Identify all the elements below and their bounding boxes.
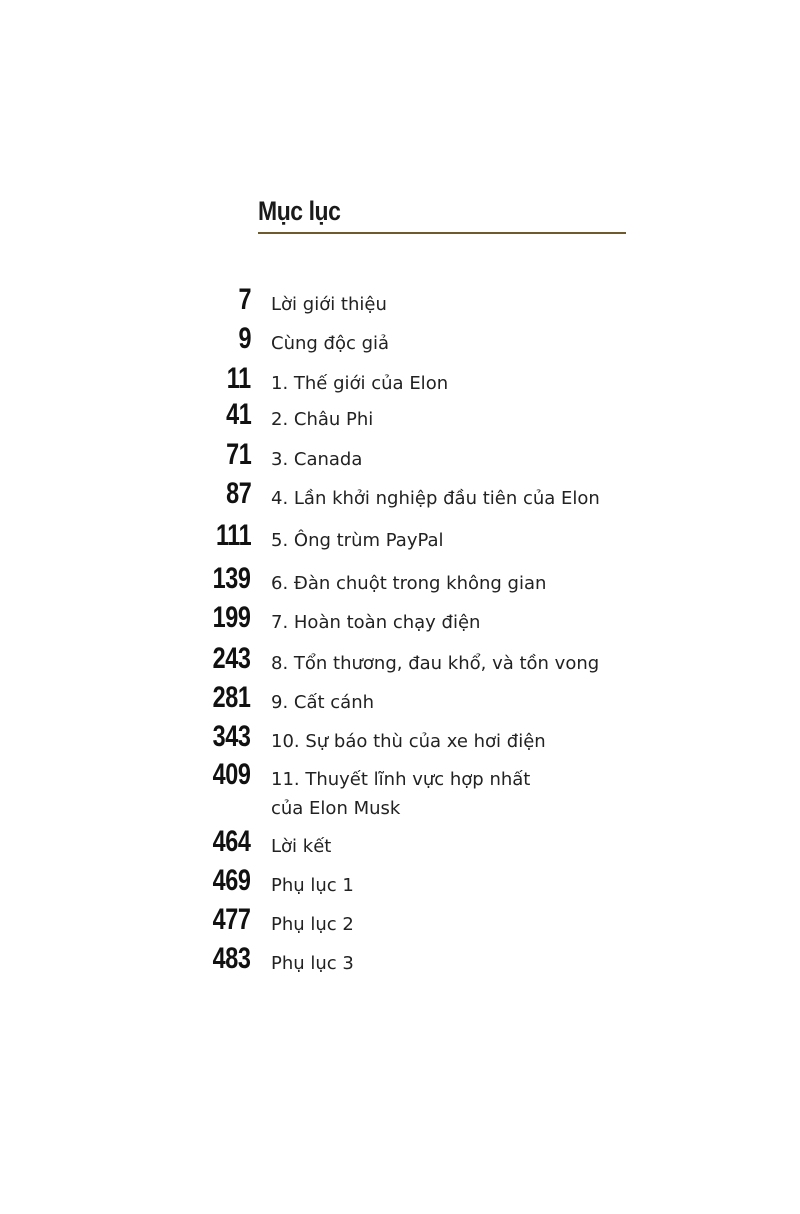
toc-entry xyxy=(0,603,800,633)
toc-entry xyxy=(0,644,800,674)
chapter-title: 10. Sự báo thù của xe hơi điện xyxy=(271,731,546,752)
chapter-title-line: 11. Thuyết lĩnh vực hợp nhất xyxy=(271,769,531,790)
page-number: 343 xyxy=(213,720,251,753)
toc-entry xyxy=(0,683,800,713)
page-number: 9 xyxy=(238,322,251,355)
chapter-title: Lời kết xyxy=(271,836,332,857)
toc-entry xyxy=(0,564,800,594)
chapter-title: 1. Thế giới của Elon xyxy=(271,373,449,394)
page-number: 469 xyxy=(213,864,251,897)
page-number: 483 xyxy=(213,942,251,975)
toc-entry xyxy=(0,400,800,430)
page-number: 139 xyxy=(213,562,251,595)
chapter-title: Lời giới thiệu xyxy=(271,294,387,315)
page-number: 281 xyxy=(213,681,251,714)
chapter-title: Phụ lục 2 xyxy=(271,914,354,935)
page-number: 199 xyxy=(213,601,251,634)
toc-entry xyxy=(0,521,800,551)
chapter-title: Phụ lục 3 xyxy=(271,953,354,974)
heading-underline xyxy=(258,232,626,234)
chapter-title: 3. Canada xyxy=(271,449,363,470)
toc-entry xyxy=(0,944,800,974)
page-number: 243 xyxy=(213,642,251,675)
chapter-title: Cùng độc giả xyxy=(271,333,390,354)
chapter-title: 5. Ông trùm PayPal xyxy=(271,530,444,551)
toc-entry xyxy=(0,479,800,509)
page-number: 41 xyxy=(225,398,251,431)
toc-entry xyxy=(0,364,800,394)
page-number: 409 xyxy=(213,758,251,791)
page-number: 477 xyxy=(213,903,251,936)
page-number: 87 xyxy=(225,477,251,510)
chapter-title: 8. Tổn thương, đau khổ, và tồn vong xyxy=(271,653,600,674)
toc-entry xyxy=(0,866,800,896)
page-number: 464 xyxy=(213,825,251,858)
toc-entry xyxy=(0,440,800,470)
chapter-title: 2. Châu Phi xyxy=(271,409,374,430)
chapter-title xyxy=(271,765,530,823)
toc-entry xyxy=(0,827,800,857)
page-number: 7 xyxy=(238,283,251,316)
toc-entry xyxy=(0,905,800,935)
toc-entry xyxy=(0,324,800,354)
chapter-title: 6. Đàn chuột trong không gian xyxy=(271,573,547,594)
chapter-title-line: của Elon Musk xyxy=(271,798,401,819)
chapter-title: 4. Lần khởi nghiệp đầu tiên của Elon xyxy=(271,488,600,509)
chapter-title: 7. Hoàn toàn chạy điện xyxy=(271,612,481,633)
page-number: 111 xyxy=(215,519,251,552)
page-number: 71 xyxy=(225,438,251,471)
toc-entry xyxy=(0,722,800,752)
toc-entry xyxy=(0,285,800,315)
chapter-title: Phụ lục 1 xyxy=(271,875,354,896)
toc-heading: Mục lục xyxy=(258,196,341,226)
toc-entry xyxy=(0,760,800,820)
page-number: 11 xyxy=(227,362,251,395)
chapter-title: 9. Cất cánh xyxy=(271,692,375,713)
